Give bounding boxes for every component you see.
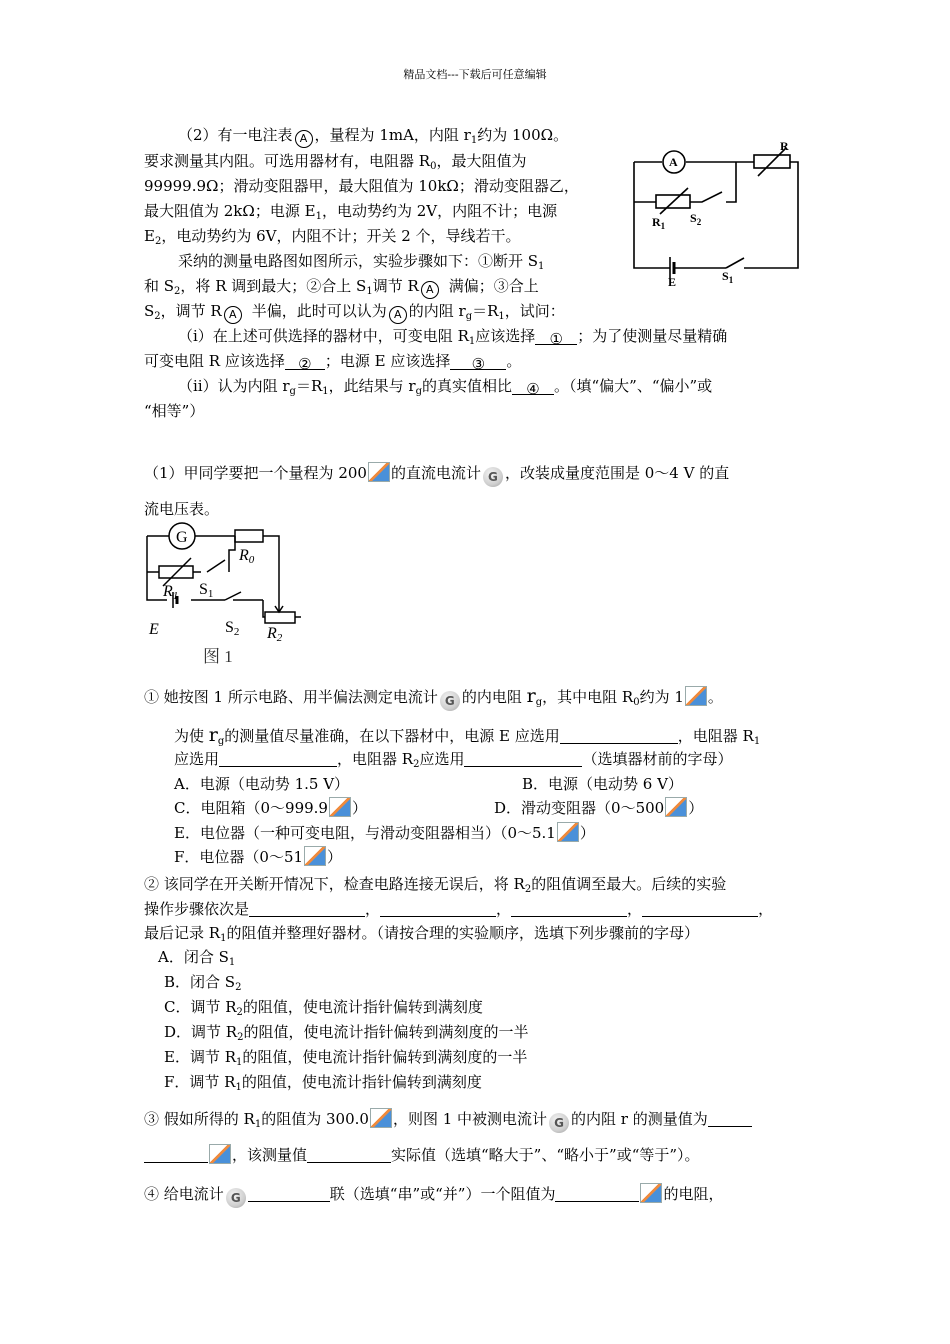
step-d: D．调节 $R_2$的阻值，使电流计指针偏转到满刻度的一半: [164, 1023, 529, 1043]
figure-r0-label: R0: [239, 547, 255, 566]
galvanometer-icon: G: [226, 1188, 246, 1208]
answer-blank-4[interactable]: ④: [512, 378, 554, 395]
p2-q4: “相等”）: [144, 402, 205, 420]
p2-line5: $E_2$，电动势约为 6V，内阻不计；开关 2 个，导线若干。: [144, 227, 521, 247]
step-blank-2[interactable]: [380, 900, 496, 917]
p1-line2: 流电压表。: [144, 500, 220, 518]
measured-value-blank-cont[interactable]: [144, 1146, 208, 1163]
step-c: C．调节 $R_2$的阻值，使电流计指针偏转到满刻度: [164, 998, 483, 1018]
ammeter-icon: A: [224, 306, 242, 324]
broken-image-icon: [304, 846, 326, 866]
option-a: A．电源（电动势 1.5 V）: [174, 775, 350, 793]
p2-line7: 和 $S_2$，将 R 调到最大；②合上 $S_1$调节 R A 满偏；③合上: [144, 277, 539, 297]
broken-image-icon: [370, 1108, 392, 1128]
circuit-e-label: E: [668, 275, 677, 288]
galvanometer-icon: G: [549, 1113, 569, 1133]
step-blank-3[interactable]: [511, 900, 627, 917]
qb-line3: 最后记录 $R_1$的阻值并整理好器材。（请按合理的实验顺序，选填下列步骤前的字母）: [144, 924, 699, 944]
p2-line3: 99999.9Ω；滑动变阻器甲，最大阻值为 10kΩ；滑动变阻器乙，: [144, 177, 579, 195]
circuit-ammeter-label: A: [669, 155, 678, 169]
figure-r1-label: R1: [163, 583, 179, 602]
step-b: B．闭合 $S_2$: [164, 973, 242, 993]
step-e: E．调节 $R_1$的阻值，使电流计指针偏转到满刻度的一半: [164, 1048, 528, 1068]
qa-line3: 应选用 ，电阻器 $R_2$应选用 （选填器材前的字母）: [174, 750, 733, 770]
option-d: D．滑动变阻器（0～500 ）: [494, 799, 704, 817]
galvanometer-icon: G: [440, 691, 460, 711]
option-c: C．电阻箱（0～999.9 ）: [174, 799, 367, 817]
answer-blank-2[interactable]: ②: [285, 353, 325, 370]
ammeter-icon: A: [421, 281, 439, 299]
p2-q3: （ⅱ）认为内阻 $r_g=R_1$，此结果与 $r_g$的真实值相比 ④ 。（填“偏大”、“偏小”或: [178, 377, 713, 398]
qb-line1: ② 该同学在开关断开情况下，检查电路连接无误后，将 $R_2$的阻值调至最大。后续的实验: [144, 875, 727, 895]
qc-line1: ③ 假如所得的 $R_1$的阻值为 300.0 ，则图 1 中被测电流计 G 的内阻 r 的测量值为: [144, 1108, 752, 1136]
galvanometer-icon: G: [483, 467, 503, 487]
option-f: F．电位器（0～51 ）: [174, 848, 343, 866]
figure-e-label: E: [149, 621, 159, 638]
circuit-s2-label: $S_2$: [690, 211, 702, 227]
answer-blank-3[interactable]: ③: [450, 353, 506, 370]
step-blank-1[interactable]: [249, 900, 365, 917]
option-b: B．电源（电动势 6 V）: [522, 775, 683, 793]
measured-value-blank[interactable]: [708, 1110, 752, 1127]
circuit-r-label: R: [780, 140, 789, 153]
r2-blank[interactable]: [464, 750, 582, 767]
p1-line1: （1）甲同学要把一个量程为 200 的直流电流计 G ，改装成量度范围是 0～4 V 的直: [144, 462, 729, 487]
step-blank-4[interactable]: [642, 900, 758, 917]
circuit-s1-label: $S_1$: [722, 269, 734, 285]
qa-line2: 为使 $r_g$的测量值尽量准确，在以下器材中，电源 E 应选用 ，电阻器 $R_1$: [174, 724, 761, 747]
step-f: F．调节 $R_1$的阻值，使电流计指针偏转到满刻度: [164, 1073, 482, 1093]
broken-image-icon: [209, 1144, 231, 1164]
figure-s2-label: S2: [225, 619, 240, 638]
p2-line8: $S_2$，调节 R A 半偏，此时可以认为 A 的内阻 $r_g=R_1$，试问：: [144, 302, 565, 322]
p2-line4: 最大阻值为 2kΩ；电源 $E_1$，电动势约为 2V，内阻不计；电源: [144, 202, 558, 222]
answer-blank-1[interactable]: ①: [535, 328, 577, 345]
figure-1-circuit: [145, 520, 305, 666]
qc-line2: ，该测量值 实际值（选填“略大于”、“略小于”或“等于”）。: [144, 1144, 700, 1166]
figure-caption: 图 1: [203, 647, 233, 666]
circuit-r1-label: $R_1$: [652, 215, 666, 231]
circuit-diagram-2: [626, 140, 806, 288]
series-parallel-blank[interactable]: [248, 1185, 330, 1202]
broken-image-icon: [368, 462, 390, 482]
r1-blank[interactable]: [219, 750, 337, 767]
p2-q1: （ⅰ）在上述可供选择的器材中，可变电阻 $R_1$应该选择 ① ；为了使测量尽量精确: [178, 327, 728, 348]
broken-image-icon: [685, 686, 707, 706]
qd-line1: ④ 给电流计 G 联（选填“串”或“并”）一个阻值为 的电阻，: [144, 1183, 723, 1208]
figure-r2-label: R2: [267, 625, 283, 644]
figure-s1-label: S1: [199, 581, 214, 600]
qb-line2: 操作步骤依次是 ， ， ， ，: [144, 900, 774, 918]
ammeter-icon: A: [389, 306, 407, 324]
broken-image-icon: [329, 797, 351, 817]
p2-line1: （2）有一电注表 A ，量程为 1mA，内阻 $r_1$约为 100Ω。: [178, 126, 569, 146]
p2-q2: 可变电阻 R 应该选择 ② ；电源 E 应该选择 ③ 。: [144, 352, 522, 373]
step-a: A．闭合 $S_1$: [158, 948, 236, 968]
compare-blank[interactable]: [307, 1146, 391, 1163]
broken-image-icon: [640, 1183, 662, 1203]
p2-line2: 要求测量其内阻。可选用器材有，电阻器 $R_0$，最大阻值为: [144, 152, 527, 172]
p2-line6: 采纳的测量电路图如图所示，实验步骤如下：①断开 $S_1$: [178, 252, 545, 272]
power-source-blank[interactable]: [560, 727, 678, 744]
figure-g-label: G: [176, 529, 188, 546]
resistance-value-blank[interactable]: [555, 1185, 639, 1202]
ammeter-icon: A: [295, 130, 313, 148]
option-e: E．电位器（一种可变电阻，与滑动变阻器相当）（0～5.1 ）: [174, 824, 595, 842]
page-header: 精品文档---下载后可任意编辑: [403, 68, 547, 81]
qa-line1: ① 她按图 1 所示电路、用半偏法测定电流计 G 的内电阻 $r_g$，其中电阻 $R_0$约为 1 。: [144, 685, 723, 714]
broken-image-icon: [557, 822, 579, 842]
broken-image-icon: [665, 797, 687, 817]
